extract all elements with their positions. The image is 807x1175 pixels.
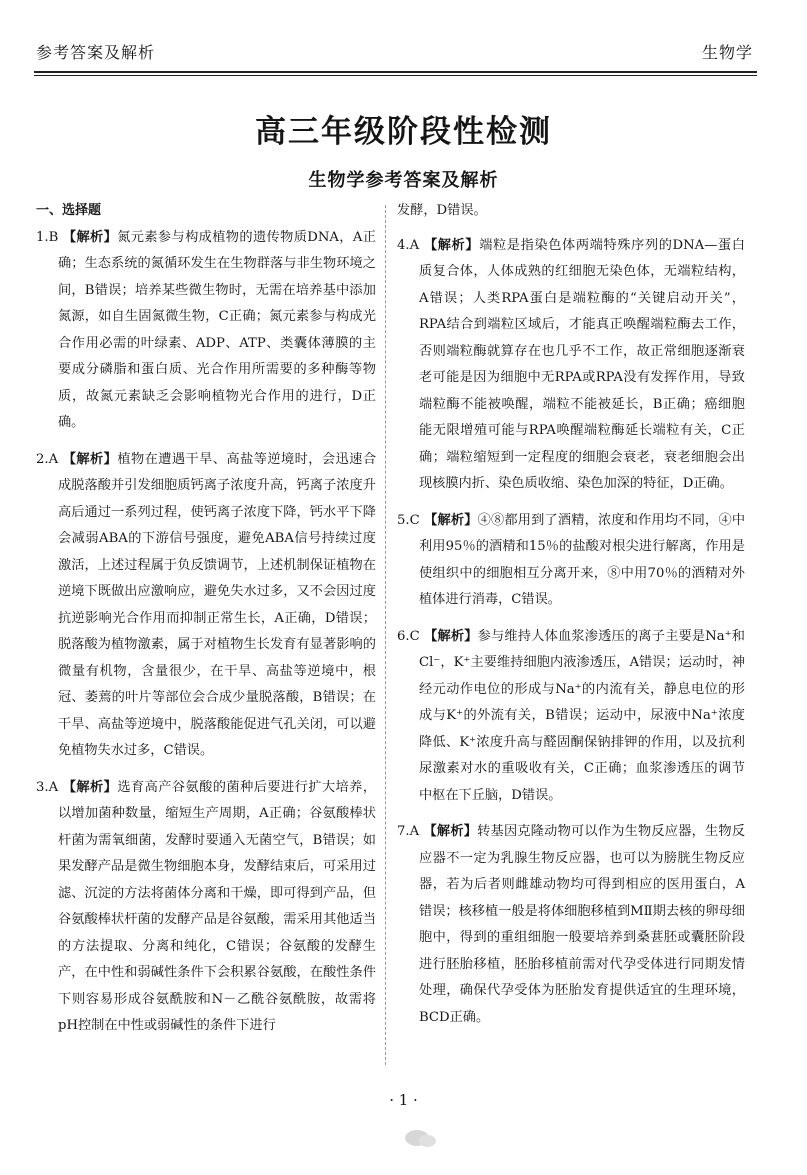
answer-number: 1.B	[36, 229, 59, 245]
header-right-subject: 生物学	[701, 43, 753, 62]
answer-text: 氮元素参与构成植物的遗传物质DNA，A正确；生态系统的氮循环发生在生物群落与非生物环境之间，B错误；培养某些微生物时，无需在培养基中添加氮源，如自生固氮微生物，C正确；氮元素参与构成光合作用必需的叶绿素、ADP、ATP、类囊体薄膜的主要成分磷脂和蛋白质、光合作用所需要的多种酶等物质，故氮元素缺乏会影响植物光合作用的进行，D正确。	[58, 229, 376, 430]
header-left-title: 参考答案及解析	[36, 43, 156, 62]
right-column	[397, 198, 745, 1041]
answer-text: 转基因克隆动物可以作为生物反应器，生物反应器不一定为乳腺生物反应器，也可以为膀胱生物反应器，若为后者则雌雄动物均可得到相应的医用蛋白，A错误；核移植一般是将体细胞移植到MⅡ期去核的卵母细胞中，得到的重组细胞一般要培养到桑葚胚或囊胚阶段进行胚胎移植，胚胎移植前需对代孕受体进行同期发情处理，确保代孕受体为胚胎发育提供适宜的生理环境，BCD正确。	[419, 824, 746, 1025]
answer-number: 5.C	[397, 512, 420, 528]
header-rule	[34, 71, 757, 73]
answer-number: 2.A	[36, 451, 59, 467]
answer-number: 6.C	[397, 628, 420, 644]
answer-item	[397, 233, 745, 498]
analysis-tag: 【解析】	[424, 512, 478, 528]
answer-item	[36, 447, 376, 765]
answer-text: 参与维持人体血浆渗透压的离子主要是Na⁺和Cl⁻，K⁺主要维持细胞内液渗透压，A错误；运动时，神经元动作电位的形成与Na⁺的内流有关，静息电位的形成与K⁺的外流有关，B错误；运动中，尿液中Na⁺浓度降低、K⁺浓度升高与醛固酮保钠排钾的作用，以及抗利尿激素对水的重吸收有关，C正确；血浆渗透压的调节中枢在下丘脑，D错误。	[419, 628, 745, 803]
page-title: 高三年级阶段性检测	[255, 114, 552, 150]
page-number: · 1 ·	[389, 1091, 418, 1109]
answer-item	[397, 624, 745, 810]
answer-text: ④⑧都用到了酒精，浓度和作用均不同，④中利用95％的酒精和15％的盐酸对根尖进行解离，作用是使组织中的细胞相互分离开来，⑧中用70％的酒精对外植体进行消毒，C错误。	[419, 512, 746, 607]
answer-number: 4.A	[397, 237, 420, 253]
answer-item	[397, 819, 745, 1031]
answer-text: 选育高产谷氨酸的菌种后要进行扩大培养，以增加菌种数量，缩短生产周期，A正确；谷氨酸棒状杆菌为需氧细菌，发酵时要通入无菌空气，B错误；如果发酵产品是微生物细胞本身，发酵结束后，可采用过滤、沉淀的方法将菌体分离和干燥，即可得到产品，但谷氨酸棒状杆菌的发酵产品是谷氨酸，需采用其他适当的方法提取、分离和纯化，C错误；谷氨酸的发酵生产，在中性和弱碱性条件下会积累谷氨酸，在酸性条件下则容易形成谷氨酰胺和N－乙酰谷氨酰胺，故需将pH控制在中性或弱碱性的条件下进行	[58, 779, 377, 1033]
analysis-tag: 【解析】	[62, 451, 118, 467]
answer-item	[397, 508, 745, 614]
answer-text: 植物在遭遇干旱、高盐等逆境时，会迅速合成脱落酸并引发细胞质钙离子浓度升高，钙离子浓度升高后通过一系列过程，使钙离子浓度下降，钙水平下降会减弱ABA的下游信号强度，避免ABA信号持续过度激活，上述过程属于负反馈调节，上述机制保证植物在逆境下既做出应激响应，避免失水过多，又不会因过度抗逆影响光合作用而抑制正常生长，A正确，D错误；脱落酸为植物激素，属于对植物生长发育有显著影响的微量有机物，含量很少，在干旱、高盐等逆境中，根冠、萎蔫的叶片等部位会合成少量脱落酸，B错误；在干旱、高盐等逆境中，脱落酸能促进气孔关闭，可以避免植物失水过多，C错误。	[58, 451, 377, 758]
column-divider	[385, 205, 386, 1065]
answer-item	[36, 225, 376, 437]
analysis-tag: 【解析】	[423, 824, 478, 839]
analysis-tag: 【解析】	[423, 237, 480, 253]
page-subtitle: 生物学参考答案及解析	[308, 170, 499, 191]
answer-number: 7.A	[397, 824, 420, 839]
left-column	[36, 198, 376, 1050]
section-heading: 一、选择题	[36, 203, 102, 218]
continuation-text: 发酵，D错误。	[397, 203, 487, 218]
analysis-tag: 【解析】	[424, 628, 478, 644]
answer-text: 端粒是指染色体两端特殊序列的DNA—蛋白质复合体，人体成熟的红细胞无染色体，无端粒结构，A错误；人类RPA蛋白是端粒酶的“关键启动开关”，RPA结合到端粒区域后，才能真正唤醒端粒酶去工作，否则端粒酶就算存在也几乎不工作，故正常细胞逐渐衰老可能是因为细胞中无RPA或RPA没有发挥作用，导致端粒酶不能被唤醒，端粒不能被延长，B正确；癌细胞能无限增殖可能与RPA唤醒端粒酶延长端粒有关，C正确；端粒缩短到一定程度的细胞会衰老，衰老细胞会出现核膜内折、染色质收缩、染色加深的特征，D正确。	[419, 237, 745, 491]
analysis-tag: 【解析】	[62, 229, 118, 245]
header-rule-thin	[34, 75, 757, 76]
answer-item	[36, 775, 376, 1040]
answer-number: 3.A	[36, 779, 59, 795]
analysis-tag: 【解析】	[62, 779, 118, 795]
watermark-chat-icon	[405, 1130, 429, 1146]
